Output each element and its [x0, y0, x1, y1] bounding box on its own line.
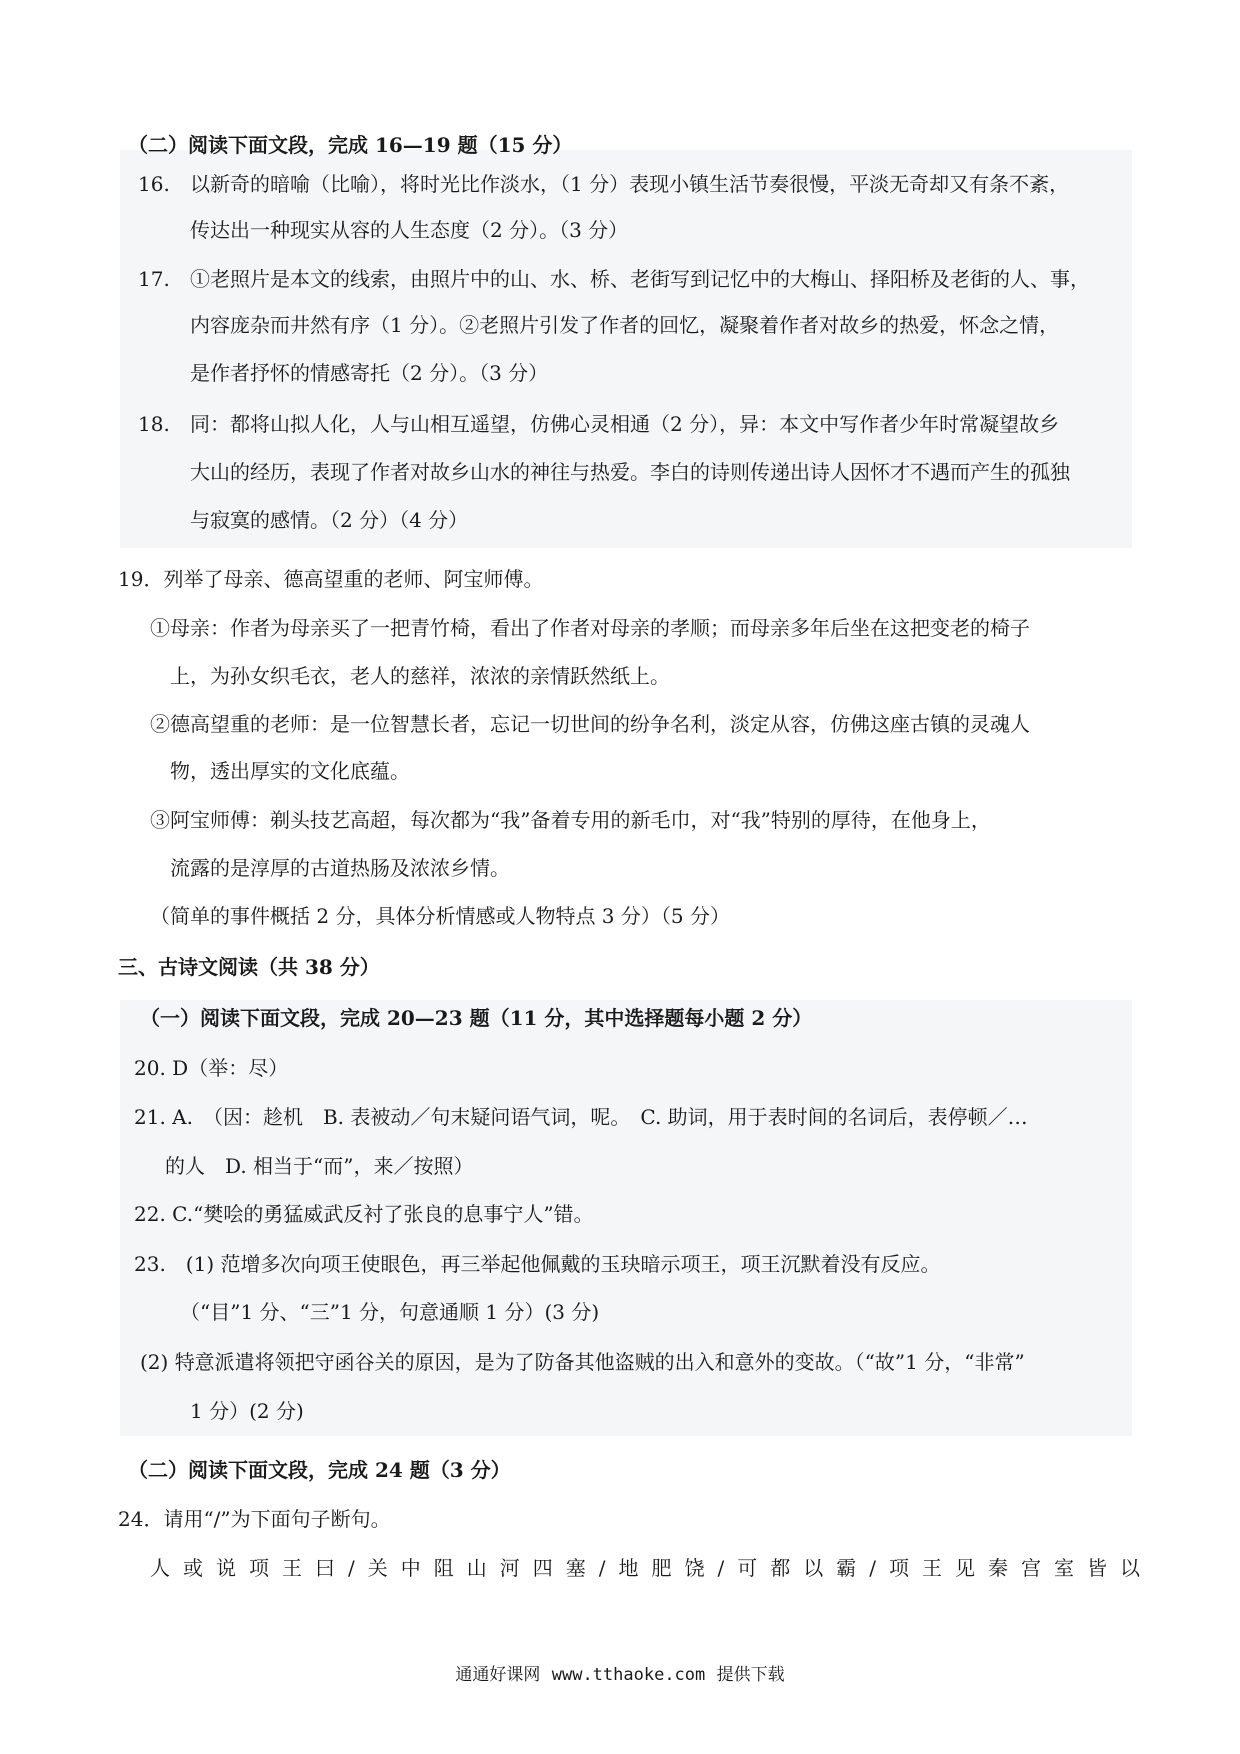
q17-line-3: [138, 359, 548, 387]
q23-line-2: （“目”1 分、“三”1 分，句意通顺 1 分）(3 分): [180, 1300, 600, 1324]
q17-text-1: ①老照片是本文的线索，由照片中的山、水、桥、老街写到记忆中的大梅山、择阳桥及老街的人、事，: [190, 267, 1090, 291]
q21-line-1: 21. A. （因：趁机 B. 表被动／句末疑问语气词，呢。 C. 助词，用于表时间的名词后，表停顿／…: [134, 1105, 1028, 1129]
q17-number: 17.: [138, 267, 170, 291]
shaded-block-answers-16-18: [120, 150, 1132, 548]
q19-item-teacher-2: 物，透出厚实的文化底蕴。: [170, 759, 410, 783]
q24-sentence: 人或说项王曰/关中阻山河四塞/地肥饶/可都以霸/项王见秦宫室皆以: [150, 1556, 1153, 1580]
q18-text-3: 与寂寞的感情。（2 分）（4 分）: [190, 508, 469, 532]
q19-scoring: （简单的事件概括 2 分，具体分析情感或人物特点 3 分）（5 分）: [150, 904, 730, 928]
q16-number: 16.: [138, 172, 170, 196]
q23-line-4: 1 分）(2 分): [190, 1399, 304, 1423]
q18-text-2: 大山的经历，表现了作者对故乡山水的神往与热爱。李白的诗则传递出诗人因怀才不遇而产生的孤独: [190, 460, 1070, 484]
q18-text-1: 同：都将山拟人化，人与山相互遥望，仿佛心灵相通（2 分），异：本文中写作者少年时常凝望故乡: [190, 412, 1060, 436]
q19-intro: 19．列举了母亲、德高望重的老师、阿宝师傅。: [118, 567, 544, 591]
q23-line-1: 23. (1) 范增多次向项王使眼色，再三举起他佩戴的玉玦暗示项王，项王沉默着没有反应。: [134, 1252, 941, 1276]
q18-line-1: [138, 410, 1059, 438]
q21-line-2: 的人 D. 相当于“而”，来／按照）: [165, 1154, 474, 1178]
q18-number: 18.: [138, 412, 170, 436]
q17-line-1: [138, 265, 1090, 293]
q22-answer: 22. C.“樊哙的勇猛威武反衬了张良的息事宁人”错。: [134, 1202, 594, 1226]
q19-item-mother-2: 上，为孙女织毛衣，老人的慈祥，浓浓的亲情跃然纸上。: [170, 664, 670, 688]
part3-heading: 三、古诗文阅读（共 38 分）: [118, 955, 380, 979]
q17-line-2: [138, 311, 1059, 339]
q16-text-1: 以新奇的暗喻（比喻），将时光比作淡水，（1 分）表现小镇生活节奏很慢，平淡无奇却又有条不紊，: [190, 172, 1070, 196]
footer-url-link[interactable]: www.tthaoke.com: [551, 1665, 706, 1685]
q20-answer: 20. D（举：尽）: [134, 1056, 289, 1080]
footer-site-name: 通通好课网: [455, 1665, 541, 1685]
q19-item-abao-1: ③阿宝师傅：剃头技艺高超，每次都为“我”备着专用的新毛巾，对“我”特别的厚待，在他身上，: [150, 808, 991, 832]
sub1-heading: （一）阅读下面文段，完成 20—23 题（11 分，其中选择题每小题 2 分）: [140, 1006, 813, 1030]
footer-tail: 提供下载: [716, 1665, 785, 1685]
q23-line-3: (2) 特意派遣将领把守函谷关的原因，是为了防备其他盗贼的出入和意外的变故。（“故”1 分，“非常”: [140, 1350, 1025, 1374]
q19-item-mother-1: ①母亲：作者为母亲买了一把青竹椅，看出了作者对母亲的孝顺；而母亲多年后坐在这把变老的椅子: [150, 616, 1030, 640]
q17-text-3: 是作者抒怀的情感寄托（2 分）。（3 分）: [190, 361, 549, 385]
q18-line-2: [138, 458, 1070, 486]
q18-line-3: [138, 506, 468, 534]
page-footer: [0, 1660, 1240, 1685]
q24-prompt: 24．请用“/”为下面句子断句。: [118, 1507, 391, 1531]
q16-line-1: [138, 170, 1069, 198]
section2-heading: （二）阅读下面文段，完成 16—19 题（15 分）: [128, 133, 573, 157]
q16-text-2: 传达出一种现实从容的人生态度（2 分）。（3 分）: [190, 218, 629, 242]
q17-text-2: 内容庞杂而井然有序（1 分）。②老照片引发了作者的回忆，凝聚着作者对故乡的热爱，怀念之情，: [190, 313, 1060, 337]
sub2-heading: （二）阅读下面文段，完成 24 题（3 分）: [128, 1458, 511, 1482]
q19-item-teacher-1: ②德高望重的老师：是一位智慧长者，忘记一切世间的纷争名利，淡定从容，仿佛这座古镇的灵魂人: [150, 712, 1030, 736]
q19-item-abao-2: 流露的是淳厚的古道热肠及浓浓乡情。: [170, 856, 510, 880]
q16-line-2: [138, 216, 628, 244]
